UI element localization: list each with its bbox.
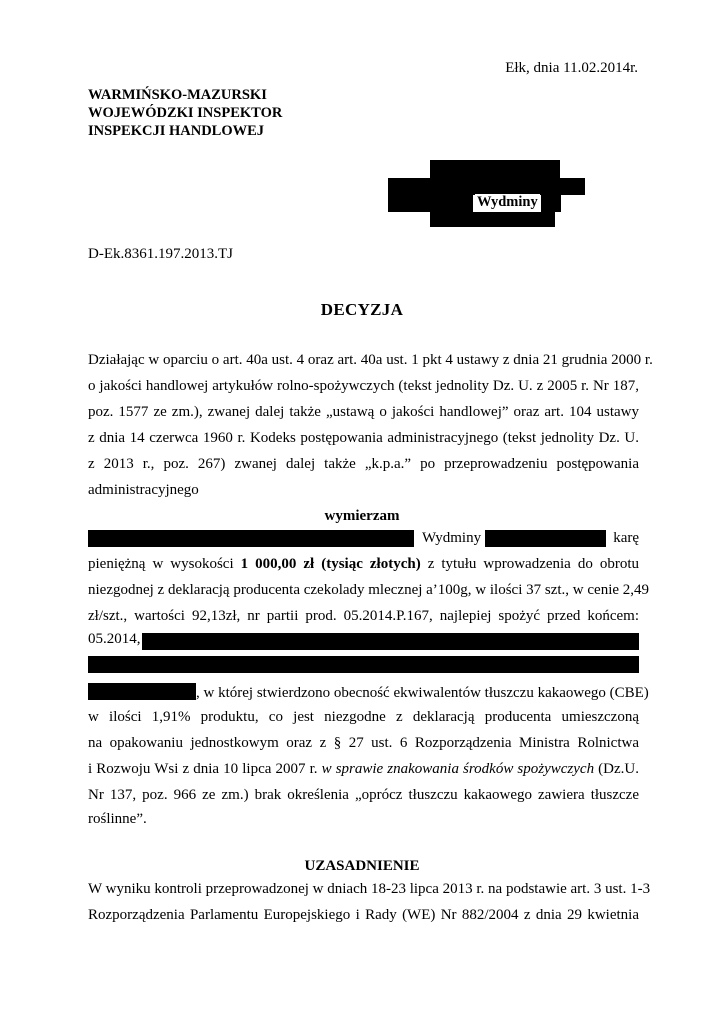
redaction-block — [88, 530, 414, 547]
ruling-line-1 — [88, 530, 639, 549]
ruling-text: z tytułu wprowadzenia do obrotu — [420, 556, 639, 572]
penalty-word: karę — [613, 530, 639, 546]
intro-line: poz. 1577 ze zm.), zwanej dalej także „ustawą o jakości handlowej” oraz art. 104 ustawy — [88, 404, 639, 420]
justification-line: Rozporządzenia Parlamentu Europejskiego i Rady (WE) Nr 882/2004 z dnia 29 kwietnia — [88, 907, 639, 923]
authority-line: INSPEKCJI HANDLOWEJ — [88, 123, 265, 139]
document-title: DECYZJA — [320, 300, 404, 319]
intro-line: o jakości handlowej artykułów rolno-spożywczych (tekst jednolity Dz. U. z 2005 r. Nr 187, — [88, 378, 639, 394]
intro-line: administracyjnego — [88, 482, 199, 498]
redaction-block — [88, 656, 639, 673]
justification-line: W wyniku kontroli przeprowadzonej w dniach 18-23 lipca 2013 r. na podstawie art. 3 ust. 1-3 — [88, 881, 651, 897]
redaction-block — [142, 633, 639, 650]
intro-line: z dnia 14 czerwca 1960 r. Kodeks postępowania administracyjnego (tekst jednolity Dz. U. — [88, 430, 639, 446]
redaction-block — [485, 530, 606, 547]
redaction-block — [88, 683, 196, 700]
authority-line: WOJEWÓDZKI INSPEKTOR — [88, 105, 283, 121]
ruling-heading: wymierzam — [324, 508, 400, 524]
ruling-line-4: zł/szt., wartości 92,13zł, nr partii prod. 05.2014.P.167, najlepiej spożyć przed końcem: — [88, 608, 639, 624]
justification-heading: UZASADNIENIE — [304, 858, 420, 874]
ruling-text: i Rozwoju Wsi z dnia 10 lipca 2007 r. — [88, 761, 322, 777]
ruling-line-2 — [88, 556, 639, 573]
intro-line: z 2013 r., poz. 267) zwanej dalej także „k.p.a.” po przeprowadzeniu postępowania — [88, 456, 639, 472]
ruling-line-11: Nr 137, poz. 966 ze zm.) brak określenia „oprócz tłuszczu kakaowego zawiera tłuszcze — [88, 787, 639, 803]
document-date: Ełk, dnia 11.02.2014r. — [505, 60, 638, 76]
ruling-text: 05.2014, — [88, 631, 141, 647]
authority-line: WARMIŃSKO-MAZURSKI — [88, 87, 267, 103]
penalty-amount: 1 000,00 zł (tysiąc złotych) — [240, 556, 421, 572]
reference-number: D-Ek.8361.197.2013.TJ — [88, 246, 233, 262]
intro-line: Działając w oparciu o art. 40a ust. 4 oraz art. 40a ust. 1 pkt 4 ustawy z dnia 21 grudnia 2000 r. — [88, 352, 653, 368]
regulation-title: w sprawie znakowania środków spożywczych — [321, 761, 595, 777]
ruling-line-12: roślinne”. — [88, 811, 147, 827]
ruling-text: (Dz.U. — [594, 761, 640, 777]
ruling-town: Wydminy — [422, 530, 482, 546]
ruling-line-7 — [88, 683, 649, 702]
ruling-line-9: na opakowaniu jednostkowym oraz z § 27 ust. 6 Rozporządzenia Ministra Rolnictwa — [88, 735, 639, 751]
addressee-town: Wydminy — [477, 194, 538, 210]
ruling-line-5 — [88, 631, 639, 648]
ruling-line-8: w ilości 1,91% produktu, co jest niezgodne z deklaracją producenta umieszczoną — [88, 709, 639, 725]
ruling-text: pieniężną w wysokości — [88, 556, 241, 572]
issuing-authority — [88, 86, 282, 140]
ruling-line-10 — [88, 761, 639, 778]
ruling-text: , w której stwierdzono obecność ekwiwalentów tłuszczu kakaowego (CBE) — [196, 685, 649, 701]
ruling-line-3: niezgodnej z deklaracją producenta czekolady mlecznej a’100g, w ilości 37 szt., w cenie 2,49 — [88, 582, 650, 598]
